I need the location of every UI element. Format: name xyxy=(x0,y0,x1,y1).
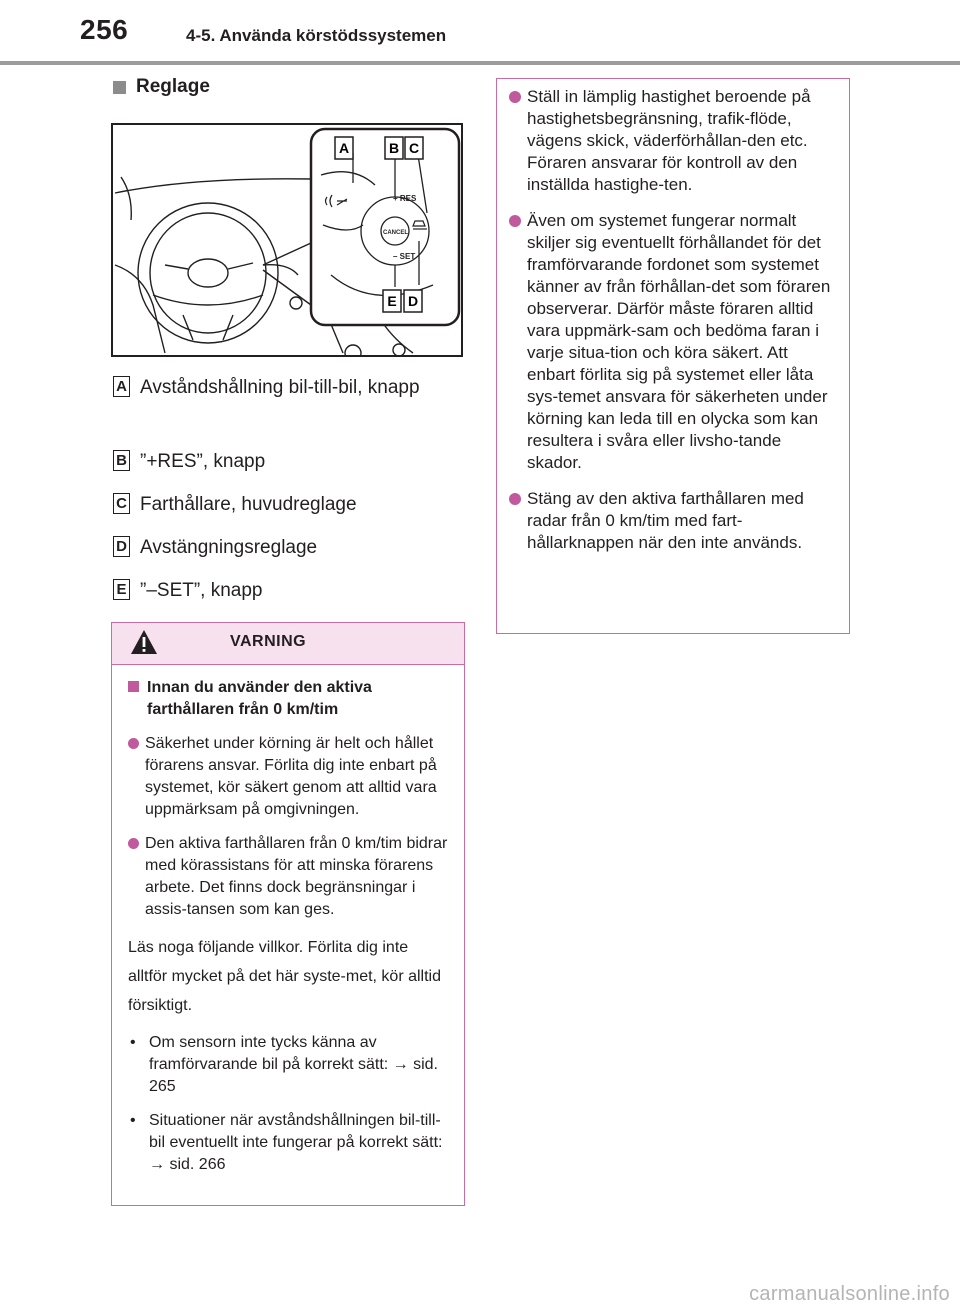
info-bullet-text: Ställ in lämplig hastighet beroende på hastighetsbegränsning, trafik-flöde, vägens skick, väderförhållan-den etc. Föraren ansvarar för kontroll av den inställda hastighe-ten. xyxy=(527,87,811,194)
legend-key: E xyxy=(113,579,130,600)
bullet-dot-icon xyxy=(128,738,139,749)
page-number: 256 xyxy=(80,14,129,45)
legend-label: Farthållare, huvudreglage xyxy=(140,494,357,515)
legend-key: D xyxy=(113,536,130,557)
warning-bullet xyxy=(128,833,450,921)
warning-header xyxy=(112,623,464,665)
callout-d: D xyxy=(407,293,419,309)
info-box xyxy=(496,78,850,634)
legend-key: A xyxy=(113,376,130,397)
info-bullet xyxy=(509,488,837,554)
legend-key: B xyxy=(113,450,130,471)
watermark: carmanualsonline.info xyxy=(749,1283,950,1305)
square-bullet-icon xyxy=(113,81,126,94)
warning-subheading xyxy=(128,677,450,721)
legend-key: C xyxy=(113,493,130,514)
bullet-dot-icon xyxy=(509,91,521,103)
bullet-dot-icon xyxy=(509,493,521,505)
legend-label: Avstängningsreglage xyxy=(140,537,318,558)
res-switch-label: + RES xyxy=(393,194,417,203)
cancel-switch-label: CANCEL xyxy=(383,230,408,236)
warning-bullet-text: Säkerhet under körning är helt och hållet förarens ansvar. Förlita dig inte enbart på systemet, kör säkert genom att alltid vara uppmärksam på omgivningen. xyxy=(145,735,437,818)
warning-bullet-text: Den aktiva farthållaren från 0 km/tim bidrar med körassistans för att minska förarens arbete. Det finns dock begränsningar i assis-tansen som kan ges. xyxy=(145,835,448,918)
warning-body xyxy=(112,665,464,1176)
legend-item-e xyxy=(113,576,440,606)
steering-wheel-drawing xyxy=(113,125,461,355)
callout-b: B xyxy=(388,140,400,156)
square-bullet-icon xyxy=(128,681,139,692)
legend-label: Avståndshållning bil-till-bil, knapp xyxy=(140,377,420,398)
callout-c: C xyxy=(408,140,420,156)
warning-dash-text: Situationer när avståndshållningen bil-till-bil eventuellt inte fungerar på korrekt sätt: → sid. 266 xyxy=(149,1112,443,1173)
legend-item-b xyxy=(113,447,440,477)
legend-item-c xyxy=(113,490,440,520)
warning-triangle-icon xyxy=(129,628,159,656)
chapter-title: 4-5. Använda körstödssystemen xyxy=(186,26,447,45)
warning-paragraph: Läs noga följande villkor. Förlita dig inte alltför mycket på det här syste-met, kör alltid försiktigt. xyxy=(128,939,441,1014)
warning-label: VARNING xyxy=(230,633,307,650)
info-bullet-text: Stäng av den aktiva farthållaren med radar från 0 km/tim med fart-hållarknappen när den inte används. xyxy=(527,489,804,552)
warning-subheading-text: Innan du använder den aktiva farthållaren från 0 km/tim xyxy=(147,679,372,718)
legend-item-a xyxy=(113,373,440,403)
steering-wheel-illustration xyxy=(111,123,463,357)
dash-bullet-icon: • xyxy=(130,1034,136,1051)
legend-label: ”–SET”, knapp xyxy=(140,580,263,601)
info-bullet xyxy=(509,210,837,474)
warning-box xyxy=(111,622,465,1206)
section-heading-text: Reglage xyxy=(136,76,210,97)
legend-label: ”+RES”, knapp xyxy=(140,451,266,472)
bullet-dot-icon xyxy=(509,215,521,227)
callout-e: E xyxy=(387,293,397,309)
header-rule xyxy=(0,61,960,65)
warning-dash-item xyxy=(128,1032,450,1098)
dash-bullet-icon: • xyxy=(130,1112,136,1129)
warning-dash-item xyxy=(128,1110,450,1176)
info-bullet-text: Även om systemet fungerar normalt skiljer sig eventuellt förhållandet för det framförvarande fordonet som systemet känner av från förhållan-det som föraren observerar. Därför måste föraren alltid vara uppmärk-sam och bedöma faran i varje situa-tion och köra säkert. Att enbart förlita sig på systemet eller låta sys-temet ansvara för säkerheten under körning kan leda till en olycka som kan resultera i svåra eller livsho-tande skador. xyxy=(527,211,831,472)
warning-bullet xyxy=(128,733,450,821)
set-switch-label: – SET xyxy=(393,252,416,261)
warning-dash-text: Om sensorn inte tycks känna av framförvarande bil på korrekt sätt: → sid. 265 xyxy=(149,1034,438,1095)
callout-a: A xyxy=(338,140,350,156)
section-heading xyxy=(113,76,210,98)
bullet-dot-icon xyxy=(128,838,139,849)
info-bullet xyxy=(509,86,837,196)
legend-item-d xyxy=(113,533,440,563)
